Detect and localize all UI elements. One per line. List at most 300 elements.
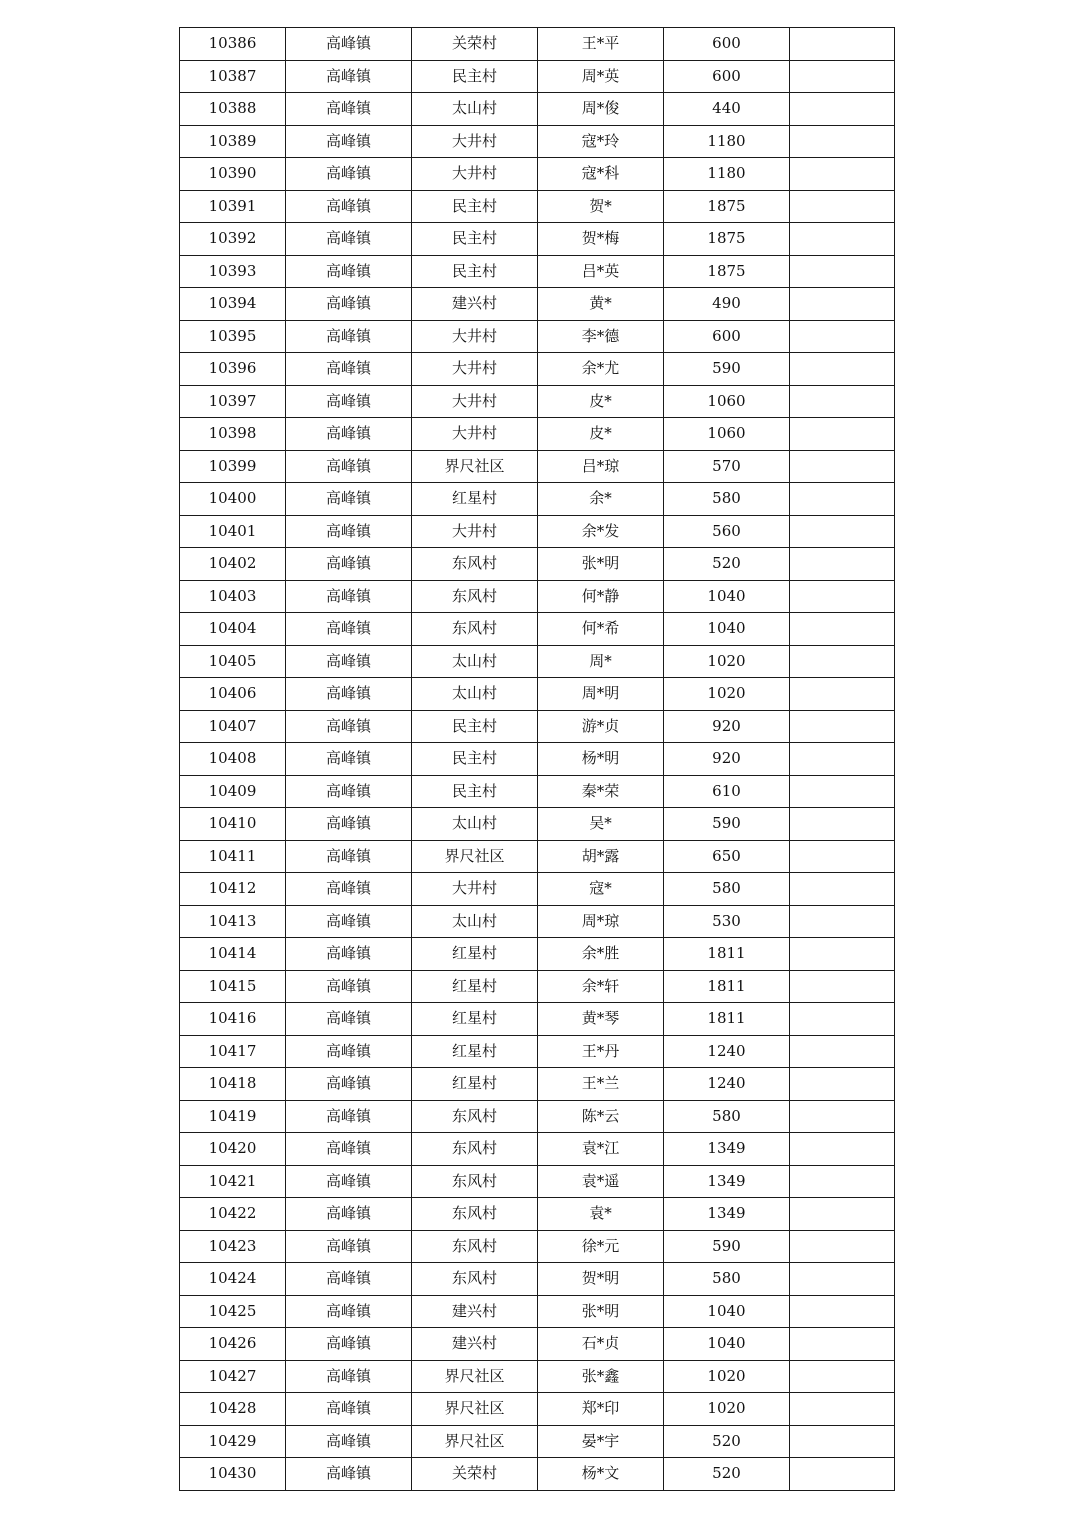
cell-id: 10413 xyxy=(180,905,286,938)
cell-amount: 1060 xyxy=(664,385,790,418)
cell-note xyxy=(790,125,895,158)
cell-village: 东风村 xyxy=(412,1133,538,1166)
cell-amount: 590 xyxy=(664,808,790,841)
cell-name: 晏*宇 xyxy=(538,1425,664,1458)
cell-id: 10396 xyxy=(180,353,286,386)
table-row xyxy=(180,1035,895,1068)
table-row xyxy=(180,743,895,776)
cell-note xyxy=(790,548,895,581)
cell-id: 10426 xyxy=(180,1328,286,1361)
cell-village: 大井村 xyxy=(412,385,538,418)
table-row xyxy=(180,1458,895,1491)
cell-amount: 1349 xyxy=(664,1198,790,1231)
cell-town: 高峰镇 xyxy=(286,645,412,678)
cell-id: 10409 xyxy=(180,775,286,808)
cell-town: 高峰镇 xyxy=(286,418,412,451)
cell-note xyxy=(790,645,895,678)
cell-village: 建兴村 xyxy=(412,1295,538,1328)
cell-id: 10399 xyxy=(180,450,286,483)
cell-name: 王*平 xyxy=(538,28,664,61)
cell-village: 东风村 xyxy=(412,580,538,613)
cell-note xyxy=(790,1003,895,1036)
cell-town: 高峰镇 xyxy=(286,548,412,581)
cell-village: 民主村 xyxy=(412,223,538,256)
cell-amount: 1020 xyxy=(664,678,790,711)
cell-note xyxy=(790,1133,895,1166)
cell-name: 何*静 xyxy=(538,580,664,613)
cell-town: 高峰镇 xyxy=(286,125,412,158)
cell-amount: 920 xyxy=(664,710,790,743)
cell-amount: 1349 xyxy=(664,1133,790,1166)
cell-name: 皮* xyxy=(538,385,664,418)
cell-note xyxy=(790,288,895,321)
cell-id: 10420 xyxy=(180,1133,286,1166)
cell-town: 高峰镇 xyxy=(286,938,412,971)
cell-village: 民主村 xyxy=(412,60,538,93)
cell-id: 10387 xyxy=(180,60,286,93)
cell-amount: 580 xyxy=(664,1100,790,1133)
table-row xyxy=(180,483,895,516)
cell-village: 民主村 xyxy=(412,255,538,288)
table-row xyxy=(180,808,895,841)
cell-village: 大井村 xyxy=(412,353,538,386)
cell-amount: 1180 xyxy=(664,125,790,158)
table-row xyxy=(180,1133,895,1166)
cell-id: 10419 xyxy=(180,1100,286,1133)
cell-name: 袁* xyxy=(538,1198,664,1231)
cell-town: 高峰镇 xyxy=(286,580,412,613)
cell-note xyxy=(790,678,895,711)
cell-amount: 1811 xyxy=(664,1003,790,1036)
cell-name: 寇* xyxy=(538,873,664,906)
cell-note xyxy=(790,223,895,256)
cell-note xyxy=(790,613,895,646)
cell-village: 红星村 xyxy=(412,1003,538,1036)
cell-note xyxy=(790,1328,895,1361)
cell-note xyxy=(790,1100,895,1133)
cell-note xyxy=(790,1458,895,1491)
table-row xyxy=(180,873,895,906)
cell-amount: 520 xyxy=(664,548,790,581)
cell-town: 高峰镇 xyxy=(286,515,412,548)
cell-id: 10401 xyxy=(180,515,286,548)
cell-town: 高峰镇 xyxy=(286,190,412,223)
table-row xyxy=(180,1100,895,1133)
cell-note xyxy=(790,28,895,61)
cell-name: 周*英 xyxy=(538,60,664,93)
cell-name: 徐*元 xyxy=(538,1230,664,1263)
cell-amount: 1875 xyxy=(664,190,790,223)
cell-name: 余* xyxy=(538,483,664,516)
cell-village: 界尺社区 xyxy=(412,840,538,873)
cell-name: 吴* xyxy=(538,808,664,841)
cell-id: 10390 xyxy=(180,158,286,191)
cell-name: 石*贞 xyxy=(538,1328,664,1361)
cell-note xyxy=(790,353,895,386)
table-row xyxy=(180,158,895,191)
cell-note xyxy=(790,1230,895,1263)
cell-town: 高峰镇 xyxy=(286,808,412,841)
cell-name: 张*明 xyxy=(538,1295,664,1328)
cell-id: 10407 xyxy=(180,710,286,743)
cell-name: 周*琼 xyxy=(538,905,664,938)
cell-amount: 1875 xyxy=(664,223,790,256)
cell-id: 10425 xyxy=(180,1295,286,1328)
cell-name: 吕*琼 xyxy=(538,450,664,483)
cell-id: 10417 xyxy=(180,1035,286,1068)
cell-name: 秦*荣 xyxy=(538,775,664,808)
cell-name: 贺*明 xyxy=(538,1263,664,1296)
cell-village: 界尺社区 xyxy=(412,1360,538,1393)
cell-village: 界尺社区 xyxy=(412,450,538,483)
table-row xyxy=(180,970,895,1003)
cell-amount: 920 xyxy=(664,743,790,776)
cell-amount: 1020 xyxy=(664,1393,790,1426)
cell-name: 王*兰 xyxy=(538,1068,664,1101)
cell-town: 高峰镇 xyxy=(286,613,412,646)
cell-town: 高峰镇 xyxy=(286,223,412,256)
cell-village: 太山村 xyxy=(412,93,538,126)
cell-amount: 570 xyxy=(664,450,790,483)
cell-id: 10394 xyxy=(180,288,286,321)
cell-id: 10421 xyxy=(180,1165,286,1198)
cell-name: 贺*梅 xyxy=(538,223,664,256)
table-row xyxy=(180,1393,895,1426)
cell-town: 高峰镇 xyxy=(286,710,412,743)
cell-amount: 1875 xyxy=(664,255,790,288)
cell-village: 大井村 xyxy=(412,320,538,353)
cell-id: 10412 xyxy=(180,873,286,906)
table-row xyxy=(180,1198,895,1231)
cell-note xyxy=(790,450,895,483)
cell-village: 建兴村 xyxy=(412,1328,538,1361)
cell-note xyxy=(790,483,895,516)
cell-village: 东风村 xyxy=(412,613,538,646)
cell-note xyxy=(790,190,895,223)
cell-town: 高峰镇 xyxy=(286,1165,412,1198)
cell-note xyxy=(790,938,895,971)
cell-village: 大井村 xyxy=(412,125,538,158)
cell-id: 10400 xyxy=(180,483,286,516)
cell-village: 红星村 xyxy=(412,938,538,971)
cell-id: 10427 xyxy=(180,1360,286,1393)
cell-id: 10410 xyxy=(180,808,286,841)
cell-village: 民主村 xyxy=(412,743,538,776)
cell-amount: 1180 xyxy=(664,158,790,191)
cell-amount: 600 xyxy=(664,60,790,93)
cell-name: 周*俊 xyxy=(538,93,664,126)
table-row xyxy=(180,93,895,126)
cell-amount: 1349 xyxy=(664,1165,790,1198)
cell-amount: 1020 xyxy=(664,1360,790,1393)
cell-note xyxy=(790,1295,895,1328)
table-row xyxy=(180,1068,895,1101)
cell-name: 寇*科 xyxy=(538,158,664,191)
cell-note xyxy=(790,808,895,841)
cell-note xyxy=(790,158,895,191)
cell-amount: 650 xyxy=(664,840,790,873)
cell-village: 东风村 xyxy=(412,1263,538,1296)
cell-id: 10414 xyxy=(180,938,286,971)
cell-note xyxy=(790,1198,895,1231)
cell-name: 黄*琴 xyxy=(538,1003,664,1036)
cell-town: 高峰镇 xyxy=(286,1425,412,1458)
cell-village: 民主村 xyxy=(412,775,538,808)
table-row xyxy=(180,580,895,613)
table-row xyxy=(180,223,895,256)
cell-name: 余*发 xyxy=(538,515,664,548)
cell-amount: 560 xyxy=(664,515,790,548)
cell-amount: 1240 xyxy=(664,1035,790,1068)
cell-id: 10403 xyxy=(180,580,286,613)
cell-id: 10408 xyxy=(180,743,286,776)
cell-name: 杨*明 xyxy=(538,743,664,776)
table-row xyxy=(180,678,895,711)
table-row xyxy=(180,1425,895,1458)
cell-town: 高峰镇 xyxy=(286,905,412,938)
table-row xyxy=(180,125,895,158)
cell-village: 大井村 xyxy=(412,418,538,451)
cell-name: 李*德 xyxy=(538,320,664,353)
cell-town: 高峰镇 xyxy=(286,1263,412,1296)
table-row xyxy=(180,28,895,61)
cell-town: 高峰镇 xyxy=(286,743,412,776)
table-row xyxy=(180,320,895,353)
cell-name: 胡*露 xyxy=(538,840,664,873)
cell-amount: 580 xyxy=(664,1263,790,1296)
cell-village: 民主村 xyxy=(412,710,538,743)
cell-amount: 1060 xyxy=(664,418,790,451)
cell-town: 高峰镇 xyxy=(286,873,412,906)
cell-id: 10422 xyxy=(180,1198,286,1231)
cell-id: 10386 xyxy=(180,28,286,61)
cell-amount: 440 xyxy=(664,93,790,126)
table-row xyxy=(180,288,895,321)
cell-village: 红星村 xyxy=(412,1035,538,1068)
cell-name: 王*丹 xyxy=(538,1035,664,1068)
cell-village: 东风村 xyxy=(412,548,538,581)
cell-amount: 1240 xyxy=(664,1068,790,1101)
table-row xyxy=(180,60,895,93)
cell-amount: 520 xyxy=(664,1425,790,1458)
cell-village: 建兴村 xyxy=(412,288,538,321)
cell-village: 太山村 xyxy=(412,808,538,841)
cell-town: 高峰镇 xyxy=(286,1230,412,1263)
cell-note xyxy=(790,1068,895,1101)
cell-name: 周*明 xyxy=(538,678,664,711)
table-row xyxy=(180,385,895,418)
cell-note xyxy=(790,320,895,353)
cell-town: 高峰镇 xyxy=(286,353,412,386)
cell-amount: 600 xyxy=(664,320,790,353)
cell-name: 吕*英 xyxy=(538,255,664,288)
cell-amount: 1811 xyxy=(664,970,790,1003)
cell-village: 东风村 xyxy=(412,1165,538,1198)
cell-village: 太山村 xyxy=(412,905,538,938)
cell-note xyxy=(790,1360,895,1393)
cell-id: 10429 xyxy=(180,1425,286,1458)
cell-note xyxy=(790,710,895,743)
cell-amount: 530 xyxy=(664,905,790,938)
table-row xyxy=(180,905,895,938)
cell-town: 高峰镇 xyxy=(286,1295,412,1328)
table-body xyxy=(180,28,895,1491)
cell-town: 高峰镇 xyxy=(286,1100,412,1133)
cell-id: 10411 xyxy=(180,840,286,873)
cell-name: 周* xyxy=(538,645,664,678)
cell-town: 高峰镇 xyxy=(286,483,412,516)
cell-name: 黄* xyxy=(538,288,664,321)
cell-note xyxy=(790,840,895,873)
cell-village: 大井村 xyxy=(412,873,538,906)
cell-town: 高峰镇 xyxy=(286,158,412,191)
cell-town: 高峰镇 xyxy=(286,840,412,873)
cell-note xyxy=(790,1263,895,1296)
cell-town: 高峰镇 xyxy=(286,320,412,353)
cell-town: 高峰镇 xyxy=(286,1198,412,1231)
table-row xyxy=(180,190,895,223)
cell-id: 10423 xyxy=(180,1230,286,1263)
table-row xyxy=(180,1295,895,1328)
cell-note xyxy=(790,1425,895,1458)
cell-town: 高峰镇 xyxy=(286,775,412,808)
cell-town: 高峰镇 xyxy=(286,28,412,61)
cell-town: 高峰镇 xyxy=(286,60,412,93)
cell-amount: 600 xyxy=(664,28,790,61)
cell-note xyxy=(790,905,895,938)
cell-id: 10404 xyxy=(180,613,286,646)
cell-town: 高峰镇 xyxy=(286,678,412,711)
cell-amount: 590 xyxy=(664,1230,790,1263)
cell-note xyxy=(790,580,895,613)
cell-note xyxy=(790,93,895,126)
cell-id: 10395 xyxy=(180,320,286,353)
cell-village: 红星村 xyxy=(412,1068,538,1101)
subsidy-table xyxy=(179,27,895,1491)
cell-town: 高峰镇 xyxy=(286,1360,412,1393)
cell-name: 张*明 xyxy=(538,548,664,581)
cell-name: 余*轩 xyxy=(538,970,664,1003)
cell-town: 高峰镇 xyxy=(286,385,412,418)
cell-amount: 590 xyxy=(664,353,790,386)
table-row xyxy=(180,515,895,548)
cell-name: 贺* xyxy=(538,190,664,223)
cell-amount: 580 xyxy=(664,483,790,516)
cell-note xyxy=(790,515,895,548)
cell-amount: 1040 xyxy=(664,1295,790,1328)
table-row xyxy=(180,1360,895,1393)
table-row xyxy=(180,548,895,581)
cell-village: 东风村 xyxy=(412,1230,538,1263)
cell-amount: 1040 xyxy=(664,613,790,646)
cell-note xyxy=(790,1035,895,1068)
cell-village: 民主村 xyxy=(412,190,538,223)
cell-name: 余*胜 xyxy=(538,938,664,971)
table-row xyxy=(180,1165,895,1198)
cell-note xyxy=(790,970,895,1003)
cell-name: 郑*印 xyxy=(538,1393,664,1426)
table-row xyxy=(180,450,895,483)
cell-id: 10405 xyxy=(180,645,286,678)
cell-id: 10428 xyxy=(180,1393,286,1426)
cell-village: 太山村 xyxy=(412,645,538,678)
table-row xyxy=(180,840,895,873)
cell-id: 10430 xyxy=(180,1458,286,1491)
cell-village: 大井村 xyxy=(412,515,538,548)
cell-amount: 1020 xyxy=(664,645,790,678)
cell-town: 高峰镇 xyxy=(286,1068,412,1101)
table-row xyxy=(180,418,895,451)
table-row xyxy=(180,1263,895,1296)
table-row xyxy=(180,938,895,971)
cell-amount: 520 xyxy=(664,1458,790,1491)
cell-note xyxy=(790,60,895,93)
cell-village: 红星村 xyxy=(412,970,538,1003)
cell-note xyxy=(790,743,895,776)
cell-amount: 1040 xyxy=(664,580,790,613)
cell-village: 太山村 xyxy=(412,678,538,711)
cell-town: 高峰镇 xyxy=(286,1328,412,1361)
cell-town: 高峰镇 xyxy=(286,1003,412,1036)
table-row xyxy=(180,710,895,743)
cell-town: 高峰镇 xyxy=(286,288,412,321)
cell-note xyxy=(790,873,895,906)
cell-id: 10415 xyxy=(180,970,286,1003)
cell-id: 10416 xyxy=(180,1003,286,1036)
cell-village: 界尺社区 xyxy=(412,1393,538,1426)
table-row xyxy=(180,255,895,288)
cell-town: 高峰镇 xyxy=(286,255,412,288)
cell-village: 大井村 xyxy=(412,158,538,191)
table-row xyxy=(180,613,895,646)
cell-id: 10406 xyxy=(180,678,286,711)
cell-note xyxy=(790,385,895,418)
cell-id: 10397 xyxy=(180,385,286,418)
cell-village: 红星村 xyxy=(412,483,538,516)
table-row xyxy=(180,1230,895,1263)
cell-town: 高峰镇 xyxy=(286,1393,412,1426)
cell-note xyxy=(790,418,895,451)
cell-name: 游*贞 xyxy=(538,710,664,743)
cell-id: 10418 xyxy=(180,1068,286,1101)
cell-name: 袁*江 xyxy=(538,1133,664,1166)
table-row xyxy=(180,1003,895,1036)
cell-village: 东风村 xyxy=(412,1198,538,1231)
cell-id: 10391 xyxy=(180,190,286,223)
cell-name: 杨*文 xyxy=(538,1458,664,1491)
cell-id: 10402 xyxy=(180,548,286,581)
cell-name: 寇*玲 xyxy=(538,125,664,158)
cell-amount: 610 xyxy=(664,775,790,808)
cell-id: 10398 xyxy=(180,418,286,451)
cell-id: 10424 xyxy=(180,1263,286,1296)
cell-amount: 490 xyxy=(664,288,790,321)
cell-id: 10392 xyxy=(180,223,286,256)
cell-town: 高峰镇 xyxy=(286,970,412,1003)
cell-town: 高峰镇 xyxy=(286,1035,412,1068)
cell-name: 陈*云 xyxy=(538,1100,664,1133)
cell-town: 高峰镇 xyxy=(286,1458,412,1491)
cell-village: 关荣村 xyxy=(412,28,538,61)
cell-amount: 1811 xyxy=(664,938,790,971)
cell-name: 袁*遥 xyxy=(538,1165,664,1198)
cell-village: 关荣村 xyxy=(412,1458,538,1491)
cell-name: 张*鑫 xyxy=(538,1360,664,1393)
cell-town: 高峰镇 xyxy=(286,93,412,126)
cell-id: 10389 xyxy=(180,125,286,158)
cell-note xyxy=(790,775,895,808)
cell-note xyxy=(790,255,895,288)
